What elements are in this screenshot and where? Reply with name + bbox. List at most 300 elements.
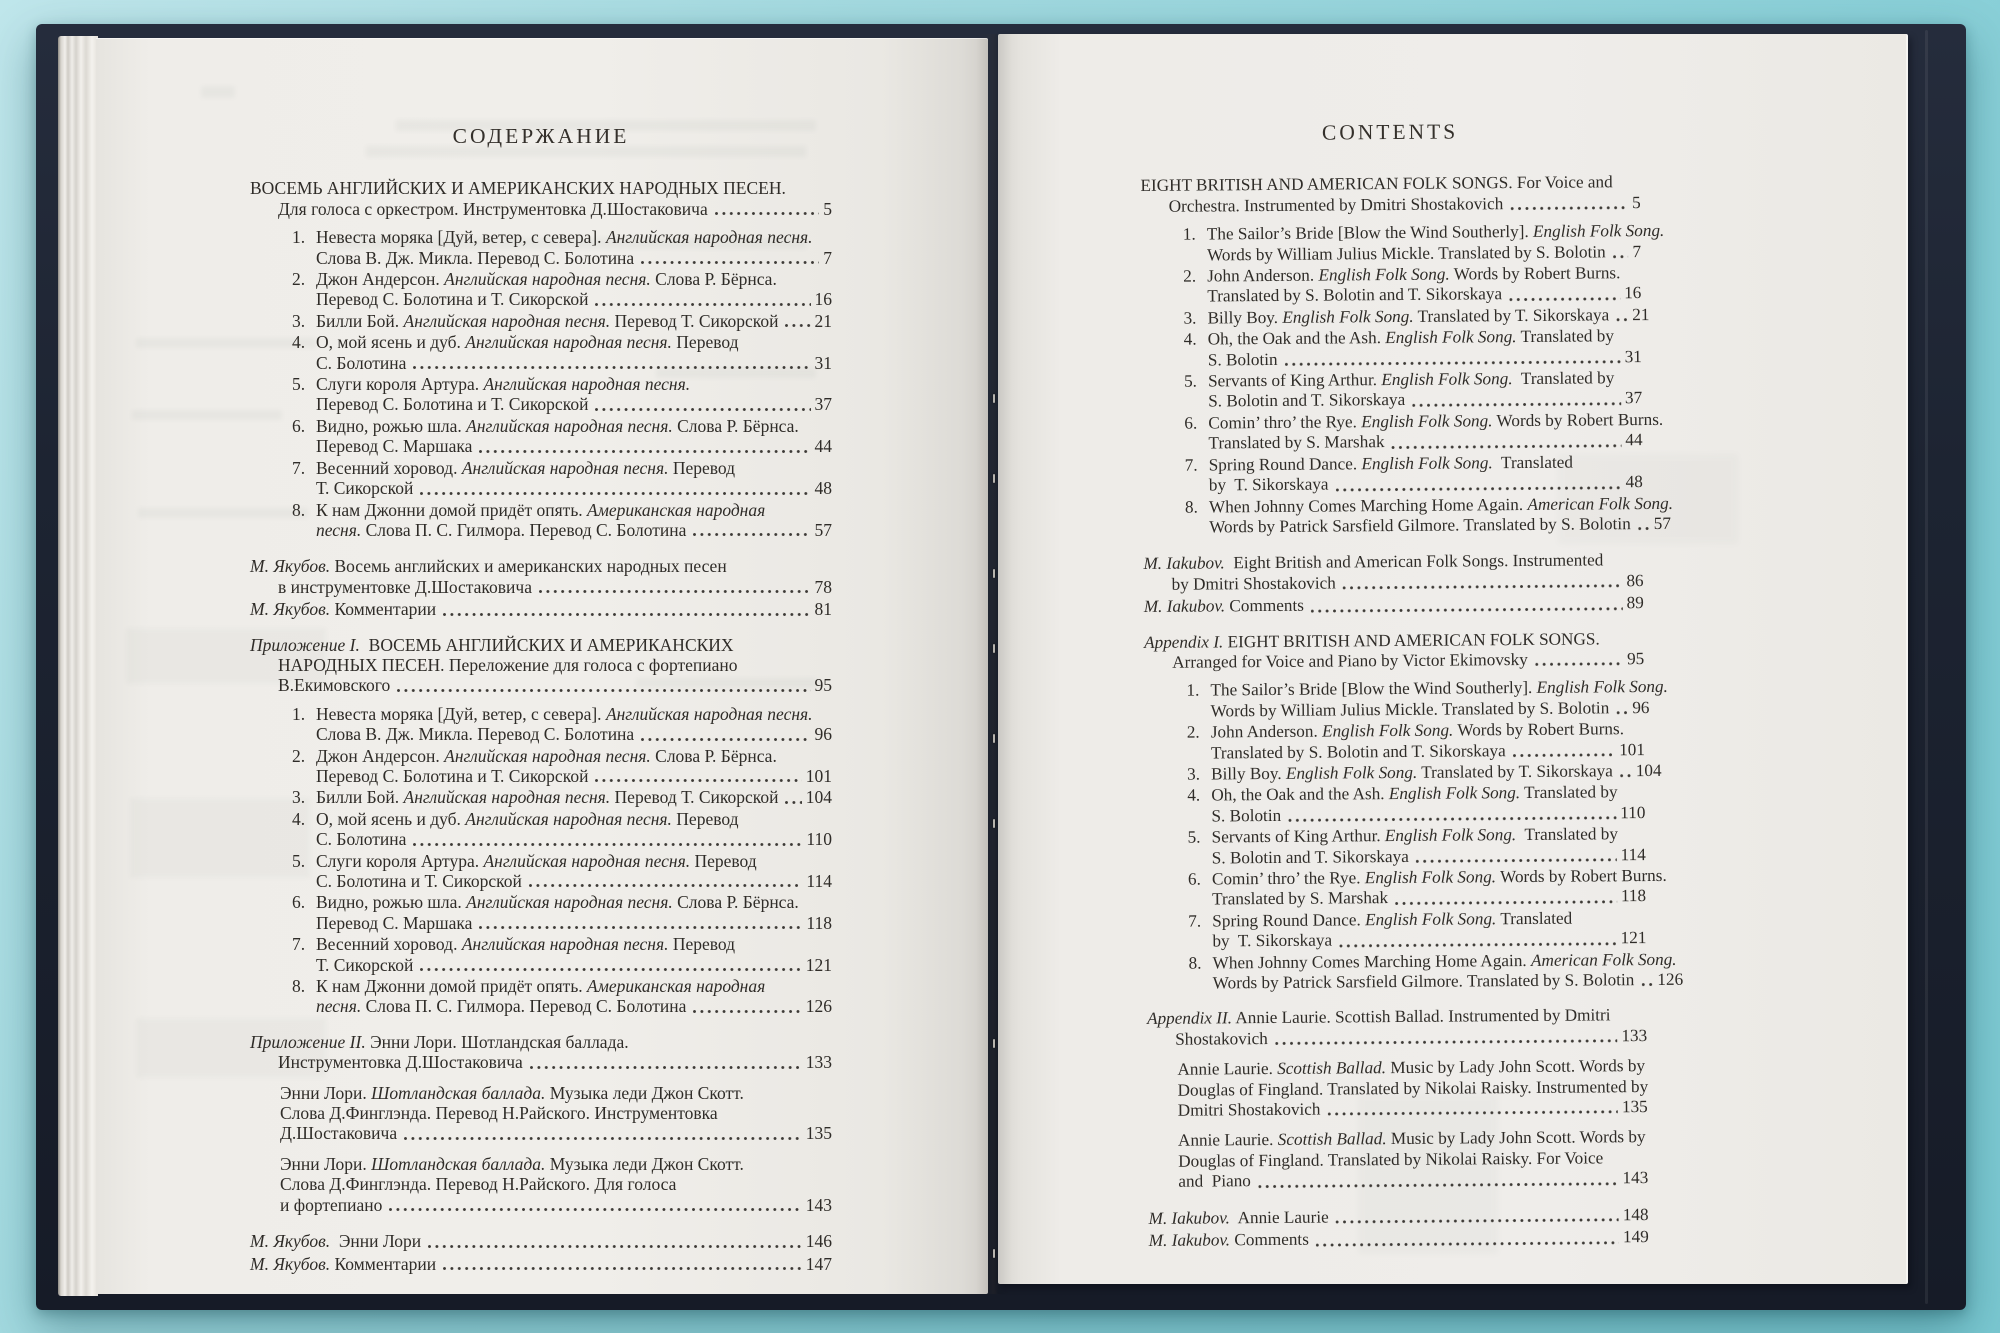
toc-text-italic: Английская народная песня. xyxy=(466,892,673,913)
toc-entry xyxy=(292,269,832,310)
toc-line xyxy=(292,458,832,478)
toc-entry xyxy=(1143,550,1643,595)
toc-text: в инструментовке Д.Шостаковича xyxy=(278,576,532,597)
toc-line xyxy=(292,892,832,912)
dot-leader xyxy=(715,212,820,215)
page-number: 133 xyxy=(805,1052,832,1073)
toc-text: Энни Лори xyxy=(330,1231,422,1252)
toc-text: Eight British and American Folk Songs. Instrumented xyxy=(1224,550,1604,573)
toc-text: Слова Д.Финглэнда. Перевод Н.Райского. Инструментовка xyxy=(280,1103,718,1124)
page-number: 5 xyxy=(823,198,832,219)
toc-text: Невеста моряка [Дуй, ветер, с севера]. xyxy=(316,703,606,724)
toc-line xyxy=(250,178,832,198)
dot-leader xyxy=(1535,663,1623,667)
toc-text: Words by Patrick Sarsfield Gilmore. Translated by S. Bolotin xyxy=(1212,970,1635,993)
left-page-content xyxy=(250,126,832,1274)
item-number: 7. xyxy=(292,457,306,478)
toc-line xyxy=(1144,649,1644,673)
toc-text: К нам Джонни домой придёт опять. xyxy=(316,499,588,520)
toc-text: Джон Андерсон. xyxy=(316,745,445,766)
page-number: 95 xyxy=(1626,648,1645,669)
toc-text-italic: Американская народная xyxy=(587,499,766,520)
item-number: 5. xyxy=(1187,827,1201,847)
toc-text: Annie Laurie. Scottish Ballad. Instrumented by Dmitri xyxy=(1231,1005,1611,1028)
toc-text: С. Болотина xyxy=(316,352,407,373)
dot-leader xyxy=(1616,711,1628,714)
toc-entry xyxy=(1187,719,1645,763)
toc-line xyxy=(292,269,832,289)
toc-line xyxy=(292,227,832,247)
dot-leader xyxy=(420,968,801,971)
toc-text: Douglas of Fingland. Translated by Nikolai Raisky. Instrumented by xyxy=(1177,1076,1649,1100)
page-number: 149 xyxy=(1622,1227,1649,1247)
toc-text: Comments xyxy=(1225,595,1304,616)
dot-leader xyxy=(443,613,810,616)
item-number: 4. xyxy=(292,332,306,353)
toc-line xyxy=(1187,865,1667,890)
toc-entry xyxy=(292,976,832,1017)
toc-text: Translated by xyxy=(1520,782,1618,803)
toc-text: Orchestra. Instrumented by Dmitri Shostakovich xyxy=(1168,193,1504,216)
toc-text: Annie Laurie. xyxy=(1177,1130,1278,1151)
item-number: 8. xyxy=(292,499,306,520)
toc-line xyxy=(1188,928,1646,952)
toc-entry xyxy=(1188,949,1684,994)
toc-text: НАРОДНЫХ ПЕСЕН. Переложение для голоса с фортепиано xyxy=(278,654,738,675)
toc-entry xyxy=(1188,908,1646,952)
item-number: 8. xyxy=(292,976,306,997)
toc-line xyxy=(292,704,832,724)
toc-text: Комментарии xyxy=(330,1253,437,1274)
toc-line xyxy=(1187,760,1662,785)
dot-leader xyxy=(1336,1218,1619,1223)
toc-text-italic: English Folk Song. xyxy=(1285,762,1418,783)
toc-text: ВОСЕМЬ АНГЛИЙСКИХ И АМЕРИКАНСКИХ xyxy=(359,634,734,655)
binding-stitch xyxy=(993,644,995,653)
binding-stitch xyxy=(993,569,995,578)
toc-text: John Anderson. xyxy=(1210,721,1323,742)
toc-text: Восемь английских и американских народных песен xyxy=(330,556,727,577)
dot-leader xyxy=(1288,816,1616,822)
toc-line xyxy=(250,1231,832,1251)
page-number: 31 xyxy=(1624,346,1642,366)
toc-line xyxy=(1187,782,1645,806)
toc-line xyxy=(1184,389,1642,413)
toc-text: Translated by S. Bolotin and T. Sikorskaya xyxy=(1210,740,1506,763)
toc-line xyxy=(280,1123,832,1143)
dot-leader xyxy=(1412,402,1621,407)
toc-entry xyxy=(292,892,832,933)
toc-line xyxy=(1189,969,1684,994)
toc-line xyxy=(1184,347,1642,371)
item-number: 6. xyxy=(1187,869,1201,889)
left-page xyxy=(96,38,988,1294)
toc-text: John Anderson. xyxy=(1207,265,1319,286)
toc-text: Shostakovich xyxy=(1175,1028,1268,1049)
item-number: 4. xyxy=(1187,785,1201,806)
dot-leader xyxy=(1311,607,1623,612)
toc-text: Words by William Julius Mickle. Translated by S. Bolotin xyxy=(1206,241,1606,265)
right-page xyxy=(998,34,1908,1284)
toc-text: Music by Lady John Scott. Words by xyxy=(1385,1056,1646,1078)
toc-line xyxy=(1188,845,1646,869)
toc-text: Т. Сикорской xyxy=(316,954,414,975)
toc-line xyxy=(292,851,832,871)
binding-stitch xyxy=(993,734,995,743)
toc-text-italic: English Folk Song. xyxy=(1361,411,1493,432)
toc-entry xyxy=(292,416,832,457)
page-number: 121 xyxy=(805,954,832,975)
toc-line xyxy=(1178,1148,1648,1172)
toc-text: Перевод С. Болотина и Т. Сикорской xyxy=(316,289,589,310)
toc-line xyxy=(1149,1227,1649,1251)
toc-text: Annie Laurie xyxy=(1229,1207,1329,1228)
toc-line xyxy=(292,746,832,766)
toc-text-italic: Английская народная песня. xyxy=(483,374,691,395)
binding-stitch xyxy=(993,394,995,403)
toc-text: Comin’ thro’ the Rye. xyxy=(1211,868,1365,889)
toc-line xyxy=(280,1174,832,1194)
toc-text: Spring Round Dance. xyxy=(1208,453,1362,475)
toc-entry xyxy=(280,1083,832,1144)
dot-leader xyxy=(1258,1182,1619,1188)
dot-leader xyxy=(479,450,810,453)
toc-entry xyxy=(292,787,832,807)
dot-leader xyxy=(479,926,802,929)
toc-line xyxy=(292,311,832,331)
toc-line xyxy=(250,675,832,695)
toc-text: Перевод xyxy=(671,332,739,353)
toc-text: Перевод Т. Сикорской xyxy=(610,787,779,808)
item-number: 2. xyxy=(1183,266,1197,286)
toc-entry xyxy=(1187,865,1667,910)
toc-line xyxy=(1147,1005,1647,1029)
toc-text: S. Bolotin xyxy=(1207,349,1278,370)
page-number: 95 xyxy=(814,675,832,696)
toc-line xyxy=(250,1254,832,1274)
toc-text-italic: M. Iakubov. xyxy=(1143,553,1225,574)
page-number: 133 xyxy=(1621,1025,1648,1046)
toc-line xyxy=(1185,513,1672,538)
page-number: 126 xyxy=(1657,969,1684,989)
dot-leader xyxy=(529,884,803,887)
book-gutter xyxy=(976,34,1012,1294)
toc-text-italic: Английская народная песня. xyxy=(465,332,672,353)
toc-line xyxy=(1144,593,1644,617)
toc-text: Слова Р. Бёрнса. xyxy=(672,892,799,913)
page-number: 78 xyxy=(814,576,832,597)
toc-entry xyxy=(292,934,832,975)
page-number: 96 xyxy=(1632,697,1650,717)
page-number: 37 xyxy=(1624,388,1643,408)
page-number: 143 xyxy=(1622,1168,1649,1188)
toc-text: К нам Джонни домой придёт опять. xyxy=(316,976,588,997)
page-number: 146 xyxy=(805,1231,832,1252)
toc-text: Слуги короля Артура. xyxy=(316,850,484,871)
toc-text-italic: English Folk Song. xyxy=(1536,677,1668,698)
toc-text-italic: Английская народная песня. xyxy=(466,415,673,436)
toc-text-italic: English Folk Song. xyxy=(1384,825,1517,846)
toc-entry xyxy=(1149,1227,1649,1251)
page-number: 16 xyxy=(1624,283,1642,303)
item-number: 3. xyxy=(292,787,306,808)
toc-text-italic: Английская народная песня. xyxy=(461,457,669,478)
dot-leader xyxy=(1620,775,1632,778)
toc-text: The Sailor’s Bride [Blow the Wind Southerly]. xyxy=(1210,678,1537,700)
page-number: 114 xyxy=(1620,844,1646,864)
page-number: 16 xyxy=(814,289,832,310)
toc-line xyxy=(1188,824,1646,848)
toc-line xyxy=(1187,740,1645,764)
toc-entry xyxy=(1144,593,1644,617)
dot-leader xyxy=(413,366,810,369)
toc-line xyxy=(292,934,832,954)
toc-text-italic: English Folk Song. xyxy=(1318,264,1450,285)
toc-line xyxy=(292,394,832,414)
toc-text: Слова Р. Бёрнса. xyxy=(650,269,777,290)
toc-text: Слова В. Дж. Микла. Перевод С. Болотина xyxy=(316,724,635,745)
page-number: 118 xyxy=(1620,886,1647,906)
dot-leader xyxy=(1513,753,1616,757)
toc-text-italic: Английская народная песня. xyxy=(444,269,651,290)
toc-entry xyxy=(250,1231,832,1251)
toc-text: Музыка леди Джон Скотт. xyxy=(545,1153,744,1174)
toc-text: Слуги короля Артура. xyxy=(316,374,484,395)
toc-text: EIGHT BRITISH AND AMERICAN FOLK SONGS. For Voice and xyxy=(1140,172,1613,196)
dot-leader xyxy=(530,1066,802,1069)
item-number: 3. xyxy=(1187,764,1201,784)
dot-leader xyxy=(1275,1040,1618,1046)
toc-line xyxy=(292,955,832,975)
dot-leader xyxy=(539,590,811,593)
item-number: 1. xyxy=(292,227,306,248)
toc-text-italic: English Folk Song. xyxy=(1364,867,1497,888)
toc-text: Весенний хоровод. xyxy=(316,457,462,478)
toc-text: Annie Laurie. xyxy=(1177,1059,1278,1079)
toc-line xyxy=(1184,409,1664,434)
page-number: 101 xyxy=(1619,739,1645,759)
toc-line xyxy=(1184,430,1642,454)
toc-line xyxy=(292,436,832,456)
toc-text: Comin’ thro’ the Rye. xyxy=(1208,412,1362,433)
right-page-toc xyxy=(1140,172,1684,1251)
item-number: 4. xyxy=(292,808,306,829)
toc-text-italic: Американская народная xyxy=(587,976,766,997)
toc-entry xyxy=(1188,824,1646,868)
toc-entry xyxy=(250,599,832,619)
toc-line xyxy=(1178,1168,1648,1192)
dot-leader xyxy=(397,689,810,692)
toc-entry xyxy=(1185,452,1643,496)
item-number: 4. xyxy=(1183,329,1197,349)
page-number: 126 xyxy=(805,996,832,1017)
page-number: 31 xyxy=(814,352,832,373)
item-number: 1. xyxy=(1186,680,1200,700)
toc-text: Translated xyxy=(1492,452,1574,472)
toc-line xyxy=(292,332,832,352)
item-number: 1. xyxy=(1182,224,1196,244)
toc-line xyxy=(250,635,832,655)
left-page-title: СОДЕРЖАНИЕ xyxy=(452,124,630,148)
toc-line xyxy=(292,976,832,996)
toc-line xyxy=(1178,1097,1648,1121)
binding-stitch xyxy=(993,1249,995,1258)
dot-leader xyxy=(1638,527,1650,530)
toc-text: Words by Robert Burns. xyxy=(1449,263,1621,284)
toc-line xyxy=(292,248,832,268)
page-number: 110 xyxy=(806,829,832,850)
item-number: 3. xyxy=(1183,308,1197,328)
toc-text: Spring Round Dance. xyxy=(1212,910,1366,931)
toc-text: Слова П. С. Гилмора. Перевод С. Болотина xyxy=(361,996,687,1017)
toc-text: When Johnny Comes Marching Home Again. xyxy=(1212,950,1532,973)
toc-text: Т. Сикорской xyxy=(316,478,414,499)
toc-text: Перевод С. Болотина и Т. Сикорской xyxy=(316,394,589,415)
toc-text: Слова Д.Финглэнда. Перевод Н.Райского. Для голоса xyxy=(280,1174,677,1195)
toc-line xyxy=(292,787,832,807)
item-number: 5. xyxy=(1183,371,1197,391)
dot-leader xyxy=(1509,297,1620,301)
toc-text-italic: Scottish Ballad. xyxy=(1277,1058,1387,1079)
toc-text-italic: Английская народная песня. xyxy=(605,227,813,248)
toc-entry xyxy=(250,1254,832,1274)
dot-leader xyxy=(389,1208,801,1211)
toc-text: Энни Лори. xyxy=(280,1153,372,1174)
toc-text: Translated by T. Sikorskaya xyxy=(1417,761,1613,782)
page-number: 104 xyxy=(805,787,832,808)
toc-line xyxy=(1141,193,1641,217)
item-number: 2. xyxy=(292,745,306,766)
toc-entry xyxy=(1147,1005,1647,1050)
toc-entry xyxy=(1184,409,1664,454)
toc-text: The Sailor’s Bride [Blow the Wind Southerly]. xyxy=(1206,222,1534,244)
toc-line xyxy=(1183,263,1641,287)
item-number: 2. xyxy=(292,269,306,290)
dot-leader xyxy=(693,1010,801,1013)
item-number: 7. xyxy=(1188,911,1202,931)
page-number: 57 xyxy=(814,519,832,540)
toc-text: Перевод xyxy=(671,808,739,829)
page-number: 104 xyxy=(1635,760,1662,781)
toc-entry xyxy=(250,635,832,696)
toc-text: Billy Boy. xyxy=(1207,307,1283,328)
toc-text: Перевод Т. Сикорской xyxy=(610,310,779,331)
toc-text: Перевод xyxy=(668,457,736,478)
toc-line xyxy=(292,416,832,436)
toc-text: When Johnny Comes Marching Home Again. xyxy=(1208,494,1528,516)
toc-entry xyxy=(292,809,832,850)
toc-text-italic: Шотландская баллада. xyxy=(371,1153,546,1174)
binding-stitch xyxy=(993,1039,995,1048)
toc-line xyxy=(1140,172,1640,196)
toc-text: Перевод xyxy=(668,934,736,955)
dot-leader xyxy=(595,303,810,306)
dot-leader xyxy=(413,843,802,846)
page-number: 135 xyxy=(805,1123,832,1144)
page-number: 48 xyxy=(814,478,832,499)
dot-leader xyxy=(641,738,810,741)
toc-text: Translated by xyxy=(1516,326,1615,347)
toc-entry xyxy=(1184,493,1674,538)
toc-text-italic: М. Якубов. xyxy=(250,556,331,577)
toc-line xyxy=(250,655,832,675)
item-number: 6. xyxy=(1184,413,1198,433)
toc-text: EIGHT BRITISH AND AMERICAN FOLK SONGS. xyxy=(1223,628,1600,651)
toc-entry xyxy=(292,746,832,787)
toc-text-italic: M. Iakubov. xyxy=(1148,1230,1231,1251)
toc-text: Слова Р. Бёрнса. xyxy=(672,415,799,436)
toc-entry xyxy=(292,851,832,892)
toc-line xyxy=(292,500,832,520)
toc-text: Джон Андерсон. xyxy=(316,269,445,290)
toc-text-italic: English Folk Song. xyxy=(1321,720,1454,741)
dot-leader xyxy=(1285,360,1621,366)
toc-entry xyxy=(292,332,832,373)
item-number: 6. xyxy=(292,415,306,436)
toc-text: Douglas of Fingland. Translated by Nikolai Raisky. For Voice xyxy=(1178,1148,1604,1171)
item-number: 3. xyxy=(292,310,306,331)
toc-text-italic: M. Iakubov. xyxy=(1148,1208,1230,1228)
toc-text: Billy Boy. xyxy=(1211,763,1286,784)
toc-entry xyxy=(1140,172,1640,217)
toc-text: Music by Lady John Scott. Words by xyxy=(1386,1127,1646,1149)
toc-line xyxy=(250,1032,832,1052)
toc-text-italic: М. Якубов. xyxy=(250,1231,331,1252)
toc-line xyxy=(1185,472,1643,496)
page-number: 7 xyxy=(823,247,832,268)
toc-text-italic: English Folk Song. xyxy=(1364,909,1497,930)
toc-text-italic: Английская народная песня. xyxy=(403,787,611,808)
toc-entry xyxy=(292,374,832,415)
toc-line xyxy=(292,809,832,829)
toc-text: Servants of King Arthur. xyxy=(1207,370,1382,391)
toc-entry xyxy=(1187,782,1645,826)
page-number: 37 xyxy=(814,394,832,415)
toc-line xyxy=(292,374,832,394)
toc-line xyxy=(1144,571,1644,595)
toc-text-italic: М. Якубов. xyxy=(250,1253,331,1274)
dot-leader xyxy=(1392,444,1622,449)
toc-text: Невеста моряка [Дуй, ветер, с севера]. xyxy=(316,227,606,248)
dot-leader xyxy=(420,492,810,495)
item-number: 8. xyxy=(1184,497,1198,517)
toc-line xyxy=(1187,719,1645,743)
toc-line xyxy=(250,556,832,576)
dot-leader xyxy=(1316,1241,1619,1246)
toc-text-italic: English Folk Song. xyxy=(1388,783,1521,804)
toc-line xyxy=(1187,803,1645,827)
toc-line xyxy=(1183,284,1641,308)
page-number: 48 xyxy=(1625,472,1643,492)
toc-text-italic: Английская народная песня. xyxy=(403,310,611,331)
toc-text: Arranged for Voice and Piano by Victor Ekimovsky xyxy=(1172,649,1528,672)
page-number: 101 xyxy=(805,765,832,786)
toc-text: ВОСЕМЬ АНГЛИЙСКИХ И АМЕРИКАНСКИХ НАРОДНЫХ ПЕСЕН. xyxy=(250,178,786,199)
toc-entry xyxy=(1178,1128,1648,1193)
left-page-toc xyxy=(250,178,832,1274)
cover-hinge xyxy=(1925,30,1928,1304)
toc-text: S. Bolotin and T. Sikorskaya xyxy=(1208,390,1406,411)
toc-line xyxy=(1144,629,1644,653)
toc-line xyxy=(280,1195,832,1215)
toc-text: S. Bolotin and T. Sikorskaya xyxy=(1211,846,1409,868)
toc-text: by T. Sikorskaya xyxy=(1208,474,1329,495)
item-number: 6. xyxy=(292,892,306,913)
toc-line xyxy=(1183,242,1641,266)
toc-text: Комментарии xyxy=(330,599,437,620)
page-number: 86 xyxy=(1626,570,1644,590)
toc-text-italic: песня. xyxy=(316,996,362,1017)
